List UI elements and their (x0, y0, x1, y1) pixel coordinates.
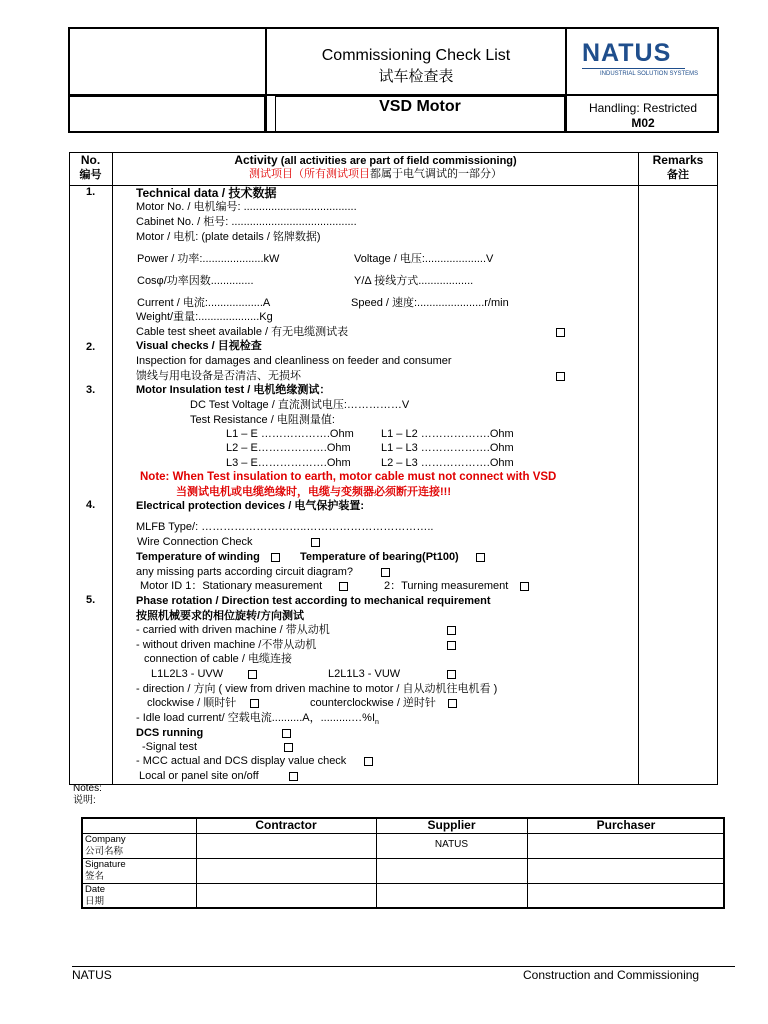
carried-label: - carried with driven machine / 带从动机 (136, 624, 330, 636)
temp-winding-checkbox[interactable] (271, 553, 280, 562)
power-field[interactable]: Power / 功率:....................kW (137, 253, 280, 265)
motor-plate-label: Motor / 电机: (plate details / 铭牌数据) (136, 231, 321, 243)
doc-title-cn: 试车检查表 (378, 68, 454, 85)
temp-bearing-label: Temperature of bearing(Pt100) (300, 551, 459, 563)
vuw-checkbox[interactable] (447, 670, 456, 679)
doc-subtitle: VSD Motor (379, 98, 461, 115)
supplier-company-value: NATUS (434, 839, 469, 850)
wire-check-label: Wire Connection Check (137, 536, 253, 548)
clockwise-label: clockwise / 顺时针 (147, 697, 237, 709)
res-l3-e[interactable]: L3 – E……………….Ohm (226, 457, 351, 469)
doc-title-en: Commissioning Check List (321, 47, 511, 64)
res-l1-l3[interactable]: L1 – L3 ……………….Ohm (381, 442, 514, 454)
natus-logo: NATUS (582, 39, 672, 67)
header-left-inner-box (68, 96, 265, 133)
footer-left: NATUS (72, 968, 112, 982)
col-remarks-cn: 备注 (667, 169, 689, 181)
section-1-title: Technical data / 技术数据 (136, 186, 277, 200)
dcs-running-checkbox[interactable] (282, 729, 291, 738)
signal-test-label: -Signal test (142, 741, 198, 753)
sig-row-2 (81, 858, 725, 859)
sig-head-contractor: Contractor (255, 818, 317, 832)
res-l1-e[interactable]: L1 – E ……………….Ohm (226, 428, 354, 440)
temp-winding-label: Temperature of winding (136, 551, 260, 563)
speed-field[interactable]: Speed / 速度:......................r/min (351, 297, 509, 309)
activity-cn-b: 测试项目 (326, 168, 370, 180)
motor-id-label: Motor ID 1：Stationary measurement (140, 580, 323, 592)
insulation-note-cn: 当测试电机或电缆绝缘时，电缆与变频器必须断开连接!!! (176, 486, 451, 498)
visual-inspection-line2: 馈线与用电设备是否清洁、无损坏 (136, 370, 301, 382)
missing-parts-label: any missing parts according circuit diagram? (136, 566, 354, 578)
res-l2-e[interactable]: L2 – E……………….Ohm (226, 442, 351, 454)
stationary-checkbox[interactable] (339, 582, 348, 591)
activity-cn-c: 都属于电气调试的一部分） (370, 168, 502, 180)
mcc-check-label: - MCC actual and DCS display value check (136, 755, 347, 767)
idle-current-sub: n (375, 719, 379, 727)
row-signature-cn: 签名 (85, 871, 105, 882)
without-checkbox[interactable] (447, 641, 456, 650)
current-field[interactable]: Current / 电流:..................A (137, 297, 271, 309)
table-col-no (112, 152, 113, 785)
sig-head-supplier: Supplier (427, 818, 476, 832)
section-4-no: 4. (86, 499, 96, 511)
idle-current-text: - Idle load current/ 空载电流..........A，..........…%I (136, 712, 376, 724)
res-l1-l2[interactable]: L1 – L2 ……………….Ohm (381, 428, 514, 440)
test-resistance-label: Test Resistance / 电阻测量值: (190, 414, 335, 426)
cable-sheet-label: Cable test sheet available / 有无电缆测试表 (136, 326, 349, 338)
without-label: - without driven machine /不带从动机 (136, 639, 317, 651)
sig-row-1 (81, 833, 725, 834)
vuw-label: L2L1L3 - VUW (328, 668, 401, 680)
motor-no-field[interactable]: Motor No. / 电机编号: ..................................... (136, 201, 357, 213)
yd-field[interactable]: Y/Δ 接线方式.................. (354, 275, 474, 287)
wire-check-checkbox[interactable] (311, 538, 320, 547)
temp-bearing-checkbox[interactable] (476, 553, 485, 562)
col-no-cn: 编号 (79, 169, 102, 181)
col-remarks-en: Remarks (652, 153, 704, 167)
activity-cn-a: 测试项目（所有 (249, 168, 326, 180)
sig-row-3 (81, 883, 725, 884)
visual-inspection-checkbox[interactable] (556, 372, 565, 381)
section-5-title: Phase rotation / Direction test according to mechanical requirement (136, 595, 491, 607)
signal-test-checkbox[interactable] (284, 743, 293, 752)
section-5-title-cn: 按照机械要求的相位旋转/方向测试 (136, 610, 305, 622)
local-panel-checkbox[interactable] (289, 772, 298, 781)
col-no-en: No. (80, 153, 101, 167)
notes-cn: 说明: (73, 795, 96, 806)
cos-field[interactable]: Cosφ/功率因数.............. (137, 275, 254, 287)
direction-label: - direction / 方向 ( view from driven machine to motor / 自从动机往电机看 ) (136, 683, 498, 695)
carried-checkbox[interactable] (447, 626, 456, 635)
row-company-en: Company (85, 834, 126, 845)
clockwise-checkbox[interactable] (250, 699, 259, 708)
handling-label: Handling: Restricted (588, 101, 698, 115)
section-2-title: Visual checks / 目视检查 (136, 340, 262, 352)
counterclockwise-checkbox[interactable] (448, 699, 457, 708)
weight-field[interactable]: Weight/重量:....................Kg (136, 311, 273, 323)
col-activity-cn (113, 167, 638, 181)
table-col-remarks (638, 152, 639, 785)
turning-checkbox[interactable] (520, 582, 529, 591)
res-l2-l3[interactable]: L2 – L3 ……………….Ohm (381, 457, 514, 469)
section-3-title: Motor Insulation test / 电机绝缘测试： (136, 384, 331, 396)
notes-en: Notes: (73, 783, 102, 794)
cabinet-no-field[interactable]: Cabinet No. / 柜号: ......................................... (136, 216, 357, 228)
counterclockwise-label: counterclockwise / 逆时针 (310, 697, 436, 709)
activity-note: (all activities are part of field commissioning) (277, 155, 517, 167)
dcs-running-label: DCS running (136, 727, 204, 739)
row-date-cn: 日期 (85, 896, 105, 907)
row-company-cn: 公司名称 (85, 846, 124, 857)
cable-sheet-checkbox[interactable] (556, 328, 565, 337)
voltage-field[interactable]: Voltage / 电压:....................V (354, 253, 494, 265)
logo-underline (582, 68, 685, 69)
section-5-no: 5. (86, 594, 96, 606)
local-panel-label: Local or panel site on/off (139, 770, 259, 782)
footer-rule (72, 966, 735, 967)
section-1-no: 1. (86, 186, 96, 198)
insulation-note-en: Note: When Test insulation to earth, motor cable must not connect with VSD (140, 471, 557, 483)
row-signature-en: Signature (85, 859, 126, 870)
connection-label: connection of cable / 电缆连接 (144, 653, 292, 665)
logo-tagline: INDUSTRIAL SOLUTION SYSTEMS (600, 71, 699, 77)
visual-inspection-line1: Inspection for damages and cleanliness on feeder and consumer (136, 355, 452, 367)
mlfb-type-field[interactable]: MLFB Type/: ………………………..…………………………….. (136, 521, 434, 533)
col-activity-en (113, 153, 638, 168)
turning-label: 2：Turning measurement (384, 580, 509, 592)
uvw-checkbox[interactable] (248, 670, 257, 679)
section-2-no: 2. (86, 341, 96, 353)
row-date-en: Date (85, 884, 106, 895)
sig-head-purchaser: Purchaser (596, 818, 656, 832)
uvw-label: L1L2L3 - UVW (151, 668, 224, 680)
footer-right: Construction and Commissioning (523, 968, 700, 982)
section-4-title: Electrical protection devices / 电气保护装置: (136, 500, 365, 512)
activity-bold: Activity (234, 153, 278, 167)
missing-parts-checkbox[interactable] (381, 568, 390, 577)
section-3-no: 3. (86, 384, 96, 396)
doc-code: M02 (631, 116, 655, 130)
dc-test-voltage-field[interactable]: DC Test Voltage / 直流测试电压:……………V (190, 399, 410, 411)
mcc-check-checkbox[interactable] (364, 757, 373, 766)
